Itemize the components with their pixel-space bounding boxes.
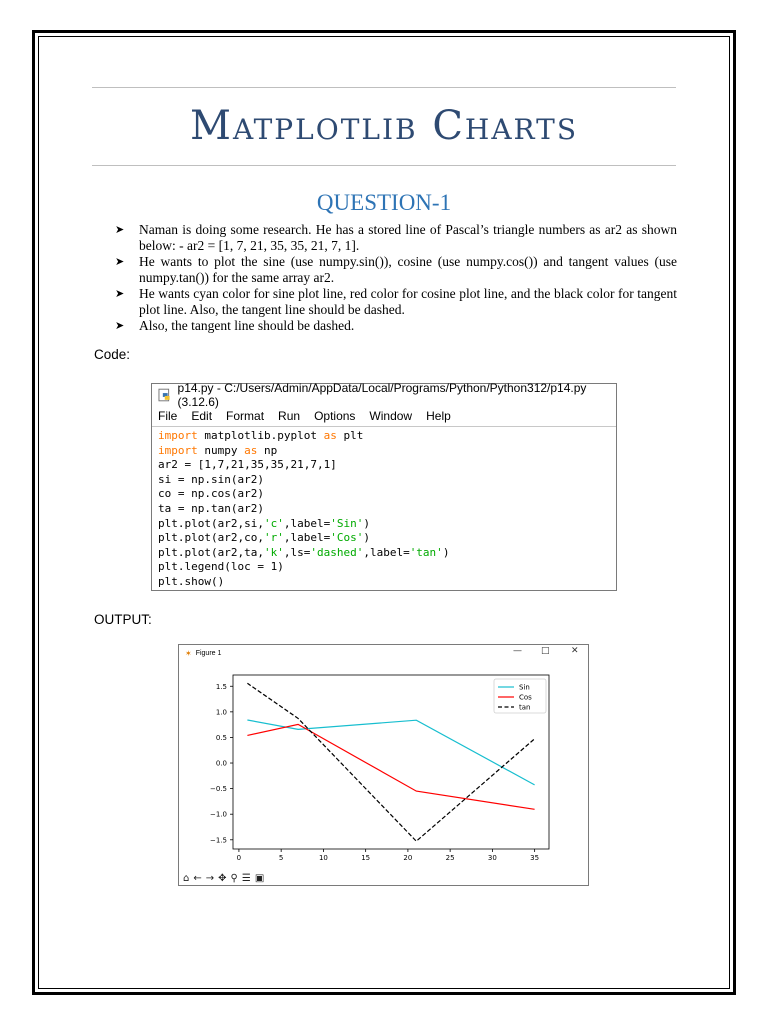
legend-label: Cos [519,693,532,702]
menu-help[interactable]: Help [426,409,451,423]
arrow-bullet-icon: ➤ [115,319,125,332]
bullet-item [115,254,677,286]
title-rule-bottom [92,165,676,166]
title-rule-top [92,87,676,88]
y-tick-label: −0.5 [210,785,227,794]
forward-arrow-icon[interactable]: → [205,872,215,884]
code-line: plt.show() [158,574,225,588]
menu-options[interactable]: Options [314,409,356,423]
editor-title-text: p14.py - C:/Users/Admin/AppData/Local/Programs/Python/Python312/p14.py (3.12.6) [177,381,587,409]
code-line: import matplotlib.pyplot as plt [158,429,364,442]
menu-edit[interactable]: Edit [191,409,213,423]
code-line: si = np.sin(ar2) [158,472,264,486]
matplotlib-logo-icon: ✶ [185,648,192,658]
bullet-text: He wants to plot the sine (use numpy.sin()), cosine (use numpy.cos()) and tangent values (use numpy.tan()) for the same array ar2. [139,254,677,285]
bullet-item [115,318,677,334]
pan-icon[interactable]: ✥ [218,872,227,884]
x-tick-label: 15 [361,854,371,862]
menu-file[interactable]: File [158,409,178,423]
code-line: plt.plot(ar2,co,'r',label='Cos') [158,531,370,545]
minimize-button[interactable]: — [513,646,522,656]
x-tick-label: 30 [487,854,497,862]
code-line: import numpy as np [158,443,278,457]
code-label: Code: [94,347,131,362]
idle-editor-window [151,383,617,591]
y-tick-label: 1.5 [215,682,227,691]
x-tick-label: 25 [445,854,455,862]
home-icon[interactable]: ⌂ [183,872,190,884]
back-arrow-icon[interactable]: ← [193,872,202,884]
arrow-bullet-icon: ➤ [115,255,125,268]
y-tick-label: −1.5 [210,836,227,845]
x-tick-label: 5 [278,854,284,862]
editor-menubar [152,406,616,427]
save-icon[interactable]: ▣ [254,872,265,884]
bullet-item [115,286,677,318]
code-line: ar2 = [1,7,21,35,35,21,7,1] [158,458,337,472]
zoom-icon[interactable]: ⚲ [230,872,238,884]
output-label: OUTPUT: [94,612,152,627]
x-tick-label: 10 [318,854,328,862]
bullet-text: He wants cyan color for sine plot line, red color for cosine plot line, and the black color for tangent plot line. Also, the tangent line should be dashed. [139,286,677,317]
arrow-bullet-icon: ➤ [115,223,125,236]
bullet-item [115,222,677,254]
x-tick-label: 20 [403,854,413,862]
python-file-icon [158,388,172,402]
y-tick-label: −1.0 [210,810,227,819]
code-line: plt.plot(ar2,ta,'k',ls='dashed',label='tan') [158,545,450,559]
configure-subplots-icon[interactable]: ☰ [241,872,251,884]
menu-run[interactable]: Run [278,409,301,423]
close-button[interactable]: ✕ [571,646,579,656]
editor-titlebar [152,381,616,409]
bullet-text: Naman is doing some research. He has a stored line of Pascal’s triangle numbers as ar2 as shown below: - ar2 = [1, 7, 21, 35, 35, 21, 7, 1]. [139,222,677,253]
figure-title-text: Figure 1 [195,649,222,657]
figure-toolbar [183,872,268,884]
code-line: co = np.cos(ar2) [158,487,264,501]
x-tick-label: 35 [530,854,540,862]
figure-window [178,644,589,886]
bullet-text: Also, the tangent line should be dashed. [139,318,355,333]
figure-titlebar [179,645,588,661]
y-tick-label: 0.0 [215,759,227,768]
legend-label: tan [519,703,531,712]
arrow-bullet-icon: ➤ [115,287,125,300]
maximize-button[interactable]: □ [541,646,550,656]
code-line: ta = np.tan(ar2) [158,501,264,515]
menu-format[interactable]: Format [226,409,265,423]
question-bullets [115,222,677,334]
question-heading: QUESTION-1 [316,190,452,215]
code-line: plt.legend(loc = 1) [158,560,284,574]
legend-label: Sin [519,683,530,692]
code-line: plt.plot(ar2,si,'c',label='Sin') [158,516,370,530]
x-tick-label: 0 [236,854,242,862]
menu-window[interactable]: Window [369,409,413,423]
y-tick-label: 0.5 [215,733,227,742]
page-title: Matplotlib Charts [189,103,579,149]
line-chart [179,661,588,871]
code-area[interactable] [152,427,616,592]
y-tick-label: 1.0 [215,708,227,717]
